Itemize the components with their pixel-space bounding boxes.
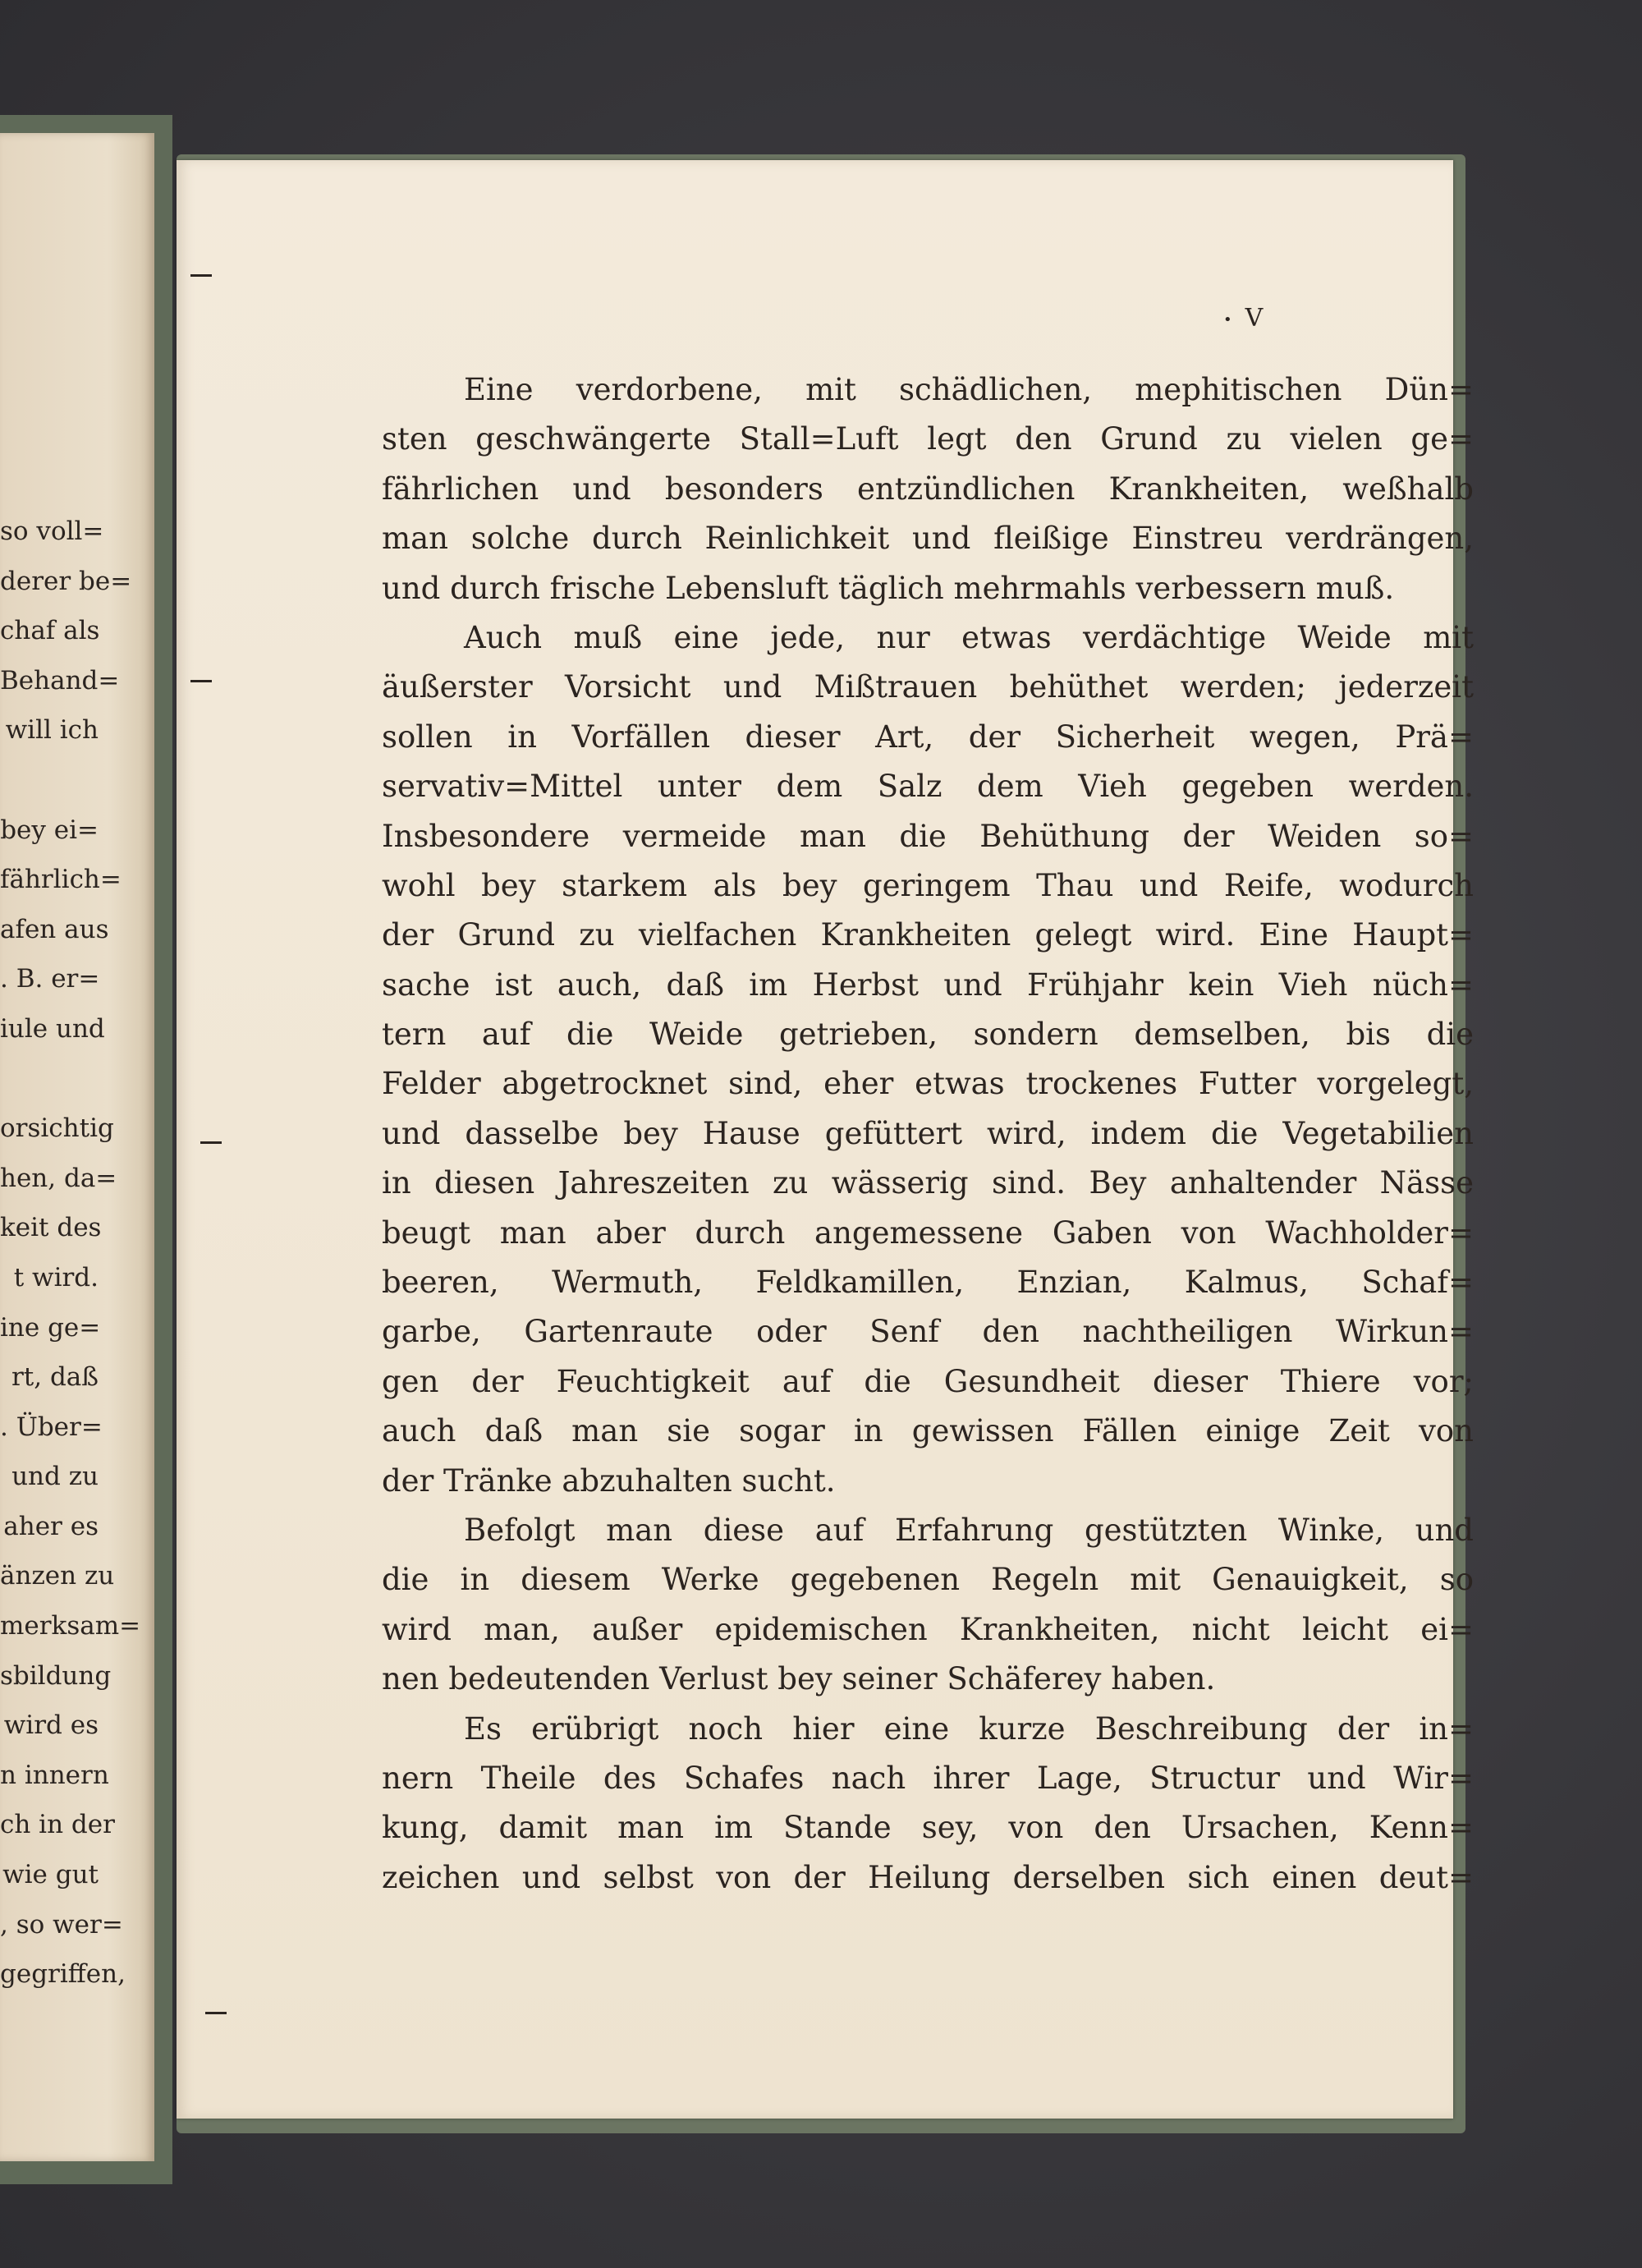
text-line: wird man, außer epidemischen Krankheiten, nicht leicht ei=: [382, 1611, 1474, 1647]
text-line: auch daß man sie sogar in gewissen Fällen einige Zeit von: [382, 1413, 1474, 1449]
left-page-line: ch in der: [0, 1810, 115, 1840]
left-page-line: afen aus: [0, 914, 109, 944]
left-page-line: bey ei=: [0, 815, 99, 845]
text-line: Felder abgetrocknet sind, eher etwas trockenes Futter vorgelegt,: [382, 1066, 1474, 1102]
left-page-line: [0, 755, 99, 806]
text-line: Eine verdorbene, mit schädlichen, mephitischen Dün=: [464, 372, 1474, 407]
left-page-text: [0, 507, 141, 1999]
text-line: Auch muß eine jede, nur etwas verdächtige Weide mit: [464, 619, 1474, 655]
left-page-line: Behand=: [0, 665, 120, 696]
text-line: servativ=Mittel unter dem Salz dem Vieh gegeben werden.: [382, 769, 1474, 805]
page-number: • V: [1223, 304, 1264, 333]
text-line: sten geschwängerte Stall=Luft legt den Grund zu vielen ge=: [382, 421, 1474, 457]
text-line: nen bedeutenden Verlust bey seiner Schäferey haben.: [382, 1661, 1216, 1697]
left-page-line: merksam=: [0, 1611, 141, 1641]
text-line: garbe, Gartenraute oder Senf den nachtheiligen Wirkun=: [382, 1314, 1474, 1350]
text-line: zeichen und selbst von der Heilung derselben sich einen deut=: [382, 1859, 1474, 1895]
left-page-line: gegriffen,: [0, 1959, 126, 1990]
text-line: Insbesondere vermeide man die Behüthung der Weiden so=: [382, 818, 1474, 854]
left-page-line: orsichtig: [0, 1113, 114, 1144]
left-page-line: . Über=: [0, 1412, 103, 1442]
gutter-mark: [190, 274, 212, 277]
left-page-line: wie gut: [2, 1860, 99, 1890]
text-line: kung, damit man im Stande sey, von den Ursachen, Kenn=: [382, 1810, 1474, 1846]
text-line: der Tränke abzuhalten sucht.: [382, 1462, 836, 1499]
left-page-line: . B. er=: [0, 964, 100, 994]
left-page-line: derer be=: [0, 566, 132, 596]
left-page-line: n innern: [0, 1760, 109, 1790]
text-line: man solche durch Reinlichkeit und fleißige Einstreu verdrängen,: [382, 521, 1474, 557]
text-line: beugt man aber durch angemessene Gaben von Wachholder=: [382, 1214, 1474, 1251]
text-line: wohl bey starkem als bey geringem Thau und Reife, wodurch: [382, 867, 1474, 903]
text-line: und durch frische Lebensluft täglich mehrmahls verbessern muß.: [382, 570, 1395, 606]
gutter-mark: [200, 1141, 222, 1144]
text-line: sollen in Vorfällen dieser Art, der Sicherheit wegen, Prä=: [382, 719, 1474, 755]
left-page-line: rt, daß: [11, 1362, 99, 1393]
left-page-line: und zu: [11, 1462, 99, 1492]
left-page-line: keit des: [0, 1213, 102, 1243]
left-page-line: ine ge=: [0, 1312, 101, 1343]
text-line: sache ist auch, daß im Herbst und Frühjahr kein Vieh nüch=: [382, 966, 1474, 1003]
text-line: fährlichen und besonders entzündlichen Krankheiten, weßhalb: [382, 471, 1474, 507]
left-page-line: hen, da=: [0, 1163, 117, 1193]
text-line: beeren, Wermuth, Feldkamillen, Enzian, Kalmus, Schaf=: [382, 1265, 1474, 1301]
text-line: äußerster Vorsicht und Mißtrauen behüthet werden; jederzeit: [382, 669, 1474, 705]
left-page-line: iule und: [0, 1013, 105, 1044]
left-page-line: änzen zu: [0, 1561, 115, 1591]
left-page-line: will ich: [5, 715, 99, 746]
body-text: [382, 365, 1474, 1903]
text-line: tern auf die Weide getrieben, sondern demselben, bis die: [382, 1017, 1474, 1053]
left-page-line: chaf als: [0, 616, 100, 646]
left-page-line: sbildung: [0, 1660, 112, 1691]
left-page-line: so voll=: [0, 516, 104, 546]
left-page-line: t wird.: [13, 1262, 99, 1292]
left-page: [0, 133, 154, 2161]
text-line: in diesen Jahreszeiten zu wässerig sind. Bey anhaltender Nässe: [382, 1165, 1474, 1201]
book-page: [177, 160, 1474, 2119]
text-line: und dasselbe bey Hause gefüttert wird, indem die Vegetabilien: [382, 1115, 1474, 1151]
text-line: Befolgt man diese auf Erfahrung gestützten Winke, und: [464, 1512, 1474, 1548]
text-line: Es erübrigt noch hier eine kurze Beschreibung der in=: [464, 1710, 1474, 1747]
left-page-line: wird es: [3, 1710, 99, 1741]
gutter-mark: [205, 2012, 227, 2014]
text-line: nern Theile des Schafes nach ihrer Lage, Structur und Wir=: [382, 1760, 1474, 1796]
text-line: die in diesem Werke gegebenen Regeln mit Genauigkeit, so: [382, 1562, 1474, 1598]
text-line: der Grund zu vielfachen Krankheiten gelegt wird. Eine Haupt=: [382, 917, 1474, 953]
left-page-line: aher es: [3, 1511, 99, 1541]
left-page-line: , so wer=: [0, 1909, 123, 1940]
left-page-line: [0, 1054, 99, 1104]
gutter-mark: [190, 680, 212, 682]
left-page-line: fährlich=: [0, 865, 122, 895]
text-line: gen der Feuchtigkeit auf die Gesundheit dieser Thiere vor;: [382, 1363, 1474, 1399]
